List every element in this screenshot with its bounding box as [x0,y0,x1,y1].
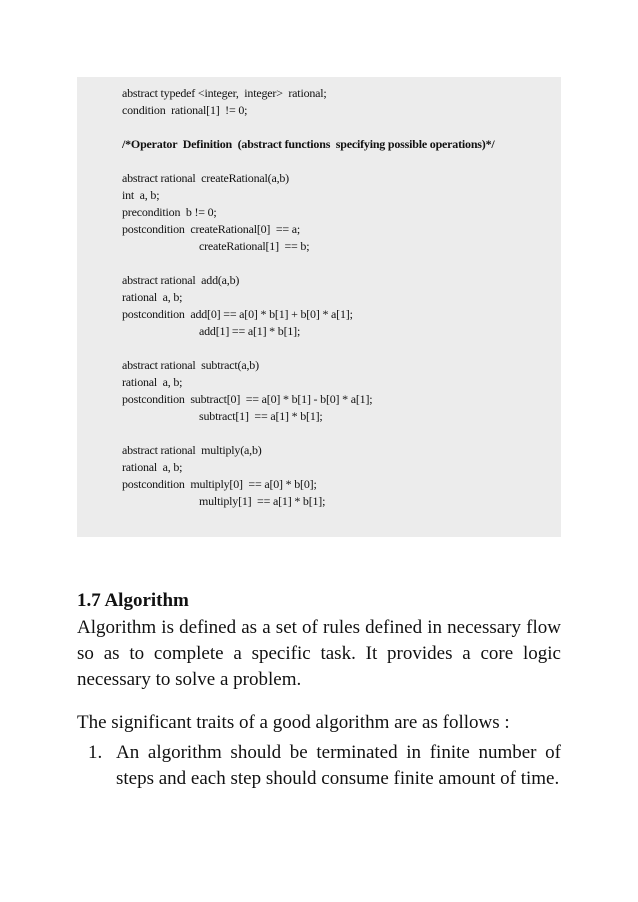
code-blank-line [122,425,495,442]
code-line: abstract rational subtract(a,b) [122,358,259,372]
code-blank-line [122,255,495,272]
code-line: abstract rational createRational(a,b) [122,171,289,185]
code-blank-line [122,153,495,170]
code-line: rational a, b; [122,375,183,389]
code-line: precondition b != 0; [122,205,217,219]
list-item-text: An algorithm should be terminated in finite number of steps and each step should consume finite amount of time. [116,742,561,789]
list-item [88,740,561,792]
code-line: postcondition createRational[0] == a; [122,222,301,236]
code-line: createRational[1] == b; [199,239,310,253]
code-line: abstract rational add(a,b) [122,273,240,287]
code-line: /*Operator Definition (abstract functions specifying possible operations)*/ [122,137,495,151]
code-line: subtract[1] == a[1] * b[1]; [199,409,323,423]
code-line: abstract typedef <integer, integer> rational; [122,86,327,100]
code-line: postcondition add[0] == a[0] * b[1] + b[0] * a[1]; [122,307,353,321]
list-item-number: 1. [88,742,103,763]
section-heading: 1.7 Algorithm [77,590,189,611]
code-line: postcondition multiply[0] == a[0] * b[0]; [122,477,317,491]
code-line: rational a, b; [122,290,183,304]
code-line: add[1] == a[1] * b[1]; [199,324,301,338]
code-line: multiply[1] == a[1] * b[1]; [199,494,326,508]
code-line: postcondition subtract[0] == a[0] * b[1] - b[0] * a[1]; [122,392,373,406]
code-line: int a, b; [122,188,160,202]
paragraph-traits-intro: The significant traits of a good algorithm are as follows : [77,712,510,733]
paragraph-definition: Algorithm is defined as a set of rules defined in necessary flow so as to complete a specific task. It provides a core logic necessary to solve a problem. [77,617,561,690]
code-blank-line [122,340,495,357]
code-line: abstract rational multiply(a,b) [122,443,262,457]
code-blank-line [122,119,495,136]
code-line: rational a, b; [122,460,183,474]
code-lines [122,85,495,510]
code-line: condition rational[1] != 0; [122,103,248,117]
